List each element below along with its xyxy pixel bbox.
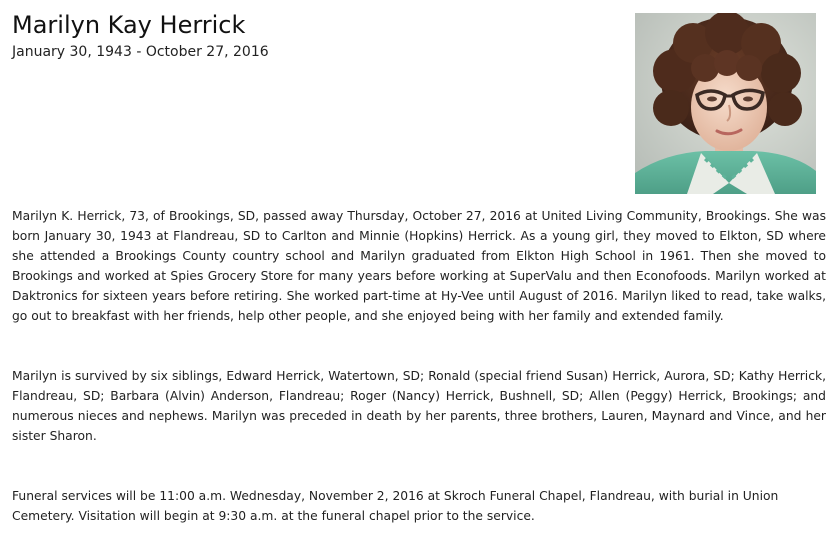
life-dates: January 30, 1943 - October 27, 2016: [12, 44, 269, 60]
obituary-paragraph-survivors: Marilyn is survived by six siblings, Edward Herrick, Watertown, SD; Ronald (special friend Susan) Herrick, Aurora, SD; Kathy Herrick, Flandreau, SD; Barbara (Alvin) Anderson, Flandreau; Roger (Nancy) Herrick, Bushnell, SD; Allen (Peggy) Herrick, Brookings; and numerous nieces and nephews. Marilyn was preceded in death by her parents, three brothers, Lauren, Maynard and Vince, and her sister Sharon.: [12, 369, 826, 443]
deceased-name: Marilyn Kay Herrick: [12, 11, 246, 39]
obituary-paragraph-services: Funeral services will be 11:00 a.m. Wednesday, November 2, 2016 at Skroch Funeral Chapel, Flandreau, with burial in Union Cemetery. Visitation will begin at 9:30 a.m. at the funeral chapel prior to the service.: [12, 489, 779, 523]
portrait-photo-icon: [635, 13, 816, 194]
obituary-paragraph-biography: Marilyn K. Herrick, 73, of Brookings, SD, passed away Thursday, October 27, 2016 at United Living Community, Brookings. She was born January 30, 1943 at Flandreau, SD to Carlton and Minnie (Hopkins) Herrick. As a young girl, they moved to Elkton, SD where she attended a Brookings County country school and Marilyn graduated from Elkton High School in 1961. Then she moved to Brookings and worked at Spies Grocery Store for many years before working at SuperValu and then Econofoods. Marilyn worked at Daktronics for sixteen years before retiring. She worked part-time at Hy-Vee until August of 2016. Marilyn liked to read, take walks, go out to breakfast with her friends, help other people, and she enjoyed being with her family and extended family.: [12, 209, 826, 323]
portrait-photo: [635, 13, 816, 194]
